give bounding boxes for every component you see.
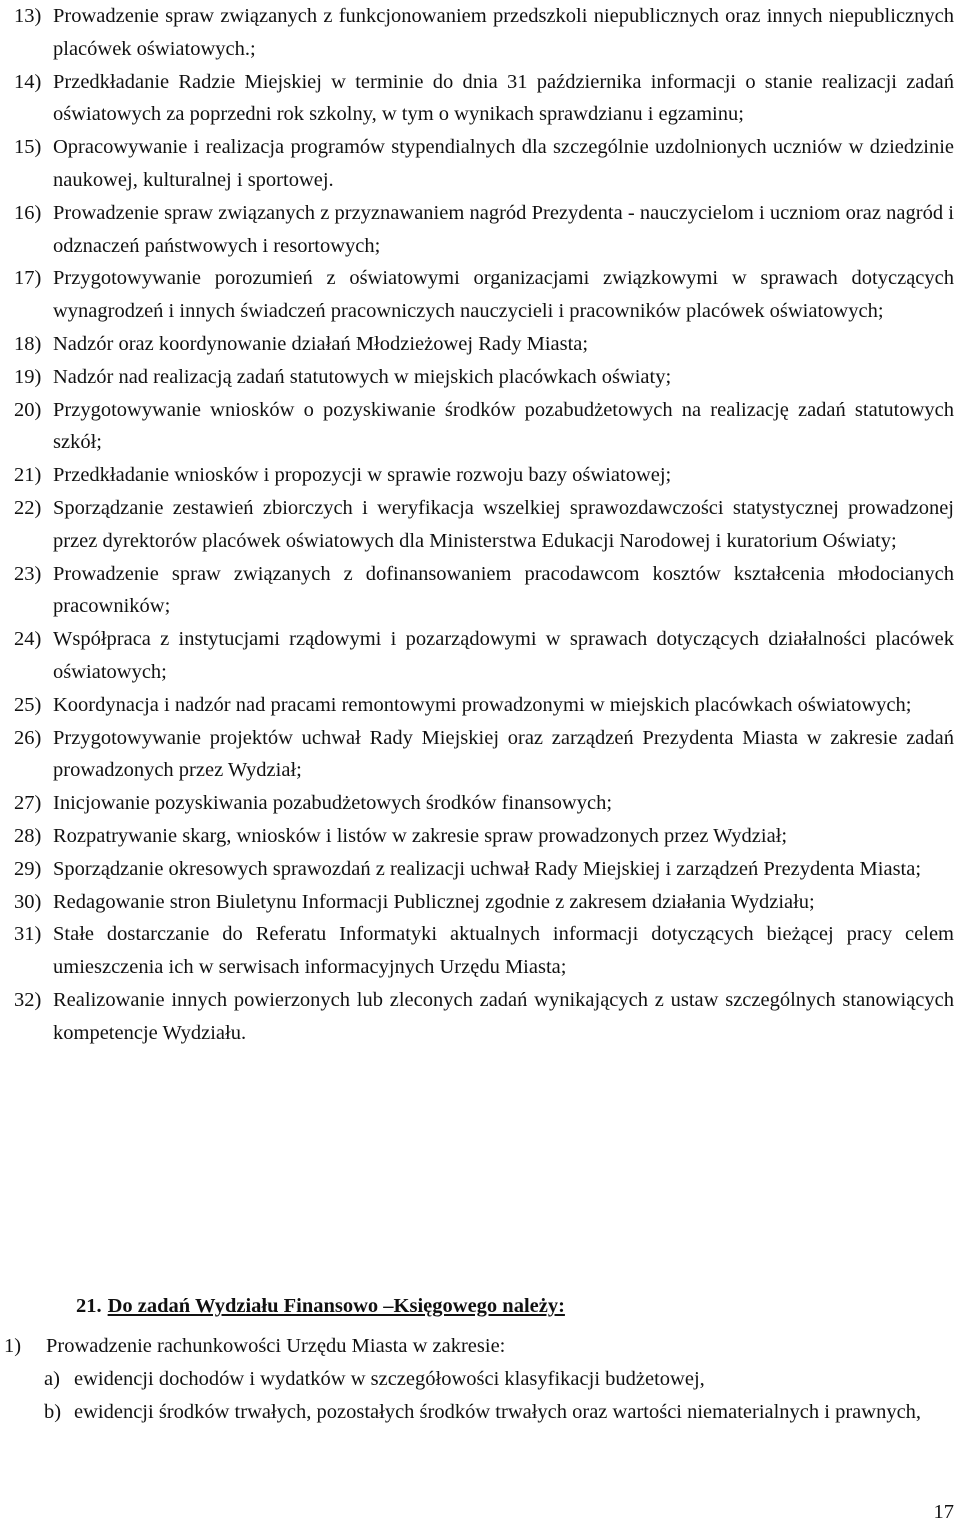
list-item <box>14 262 954 328</box>
item-text: Nadzór nad realizacją zadań statutowych w miejskich placówkach oświaty; <box>53 365 672 388</box>
section-title: Do zadań Wydziału Finansowo –Księgowego należy: <box>107 1295 565 1317</box>
item-text: Przygotowywanie wniosków o pozyskiwanie środków pozabudżetowych na realizację zadań statutowych szkół; <box>53 398 954 454</box>
item-number: 30) <box>14 890 42 913</box>
item-number: 20) <box>14 398 42 421</box>
item-text: Sporządzanie okresowych sprawozdań z realizacji uchwał Rady Miejskiej i zarządzeń Prezydenta Miasta; <box>53 857 922 880</box>
item-number: 27) <box>14 792 42 815</box>
item-number: 29) <box>14 857 42 880</box>
item-number: 24) <box>14 628 42 651</box>
item-text: Rozpatrywanie skarg, wniosków i listów w zakresie spraw prowadzonych przez Wydział; <box>53 824 788 847</box>
item-number: 15) <box>14 136 42 159</box>
item-number: 19) <box>14 365 42 388</box>
list-item <box>14 0 954 66</box>
item-number: 22) <box>14 496 42 519</box>
subitem <box>44 1396 956 1429</box>
list-item <box>14 328 954 361</box>
subitem-letter: a) <box>44 1368 60 1390</box>
list-item <box>14 886 954 919</box>
item-text: Prowadzenie spraw związanych z przyznawaniem nagród Prezydenta - nauczycielom i uczniom oraz nagród i odznaczeń państwowych i resortowych; <box>53 201 954 257</box>
list-item <box>14 131 954 197</box>
item-number: 26) <box>14 726 42 749</box>
subitem-text: ewidencji środków trwałych, pozostałych środków trwałych oraz wartości niematerialnych i prawnych, <box>74 1400 922 1423</box>
list-item <box>14 689 954 722</box>
item-number: 31) <box>14 923 42 946</box>
list-item <box>14 722 954 788</box>
list-item <box>14 558 954 624</box>
list-item <box>14 492 954 558</box>
list-item <box>14 394 954 460</box>
point-text: Prowadzenie rachunkowości Urzędu Miasta w zakresie: <box>46 1335 506 1357</box>
item-number: 32) <box>14 988 42 1011</box>
item-text: Opracowywanie i realizacja programów stypendialnych dla szczególnie uzdolnionych uczniów w dziedzinie naukowej, kulturalnej i sportowej. <box>53 136 954 191</box>
item-number: 14) <box>14 70 42 93</box>
list-item <box>14 459 954 492</box>
item-text: Koordynacja i nadzór nad pracami remontowymi prowadzonymi w miejskich placówkach oświatowych; <box>53 693 912 716</box>
item-number: 16) <box>14 201 42 224</box>
task-list <box>14 0 954 1050</box>
list-item <box>14 918 954 984</box>
subitem-text: ewidencji dochodów i wydatków w szczegółowości klasyfikacji budżetowej, <box>74 1368 705 1390</box>
item-text: Przygotowywanie projektów uchwał Rady Miejskiej oraz zarządzeń Prezydenta Miasta w zakresie zadań prowadzonych przez Wydział; <box>53 726 954 782</box>
item-text: Redagowanie stron Biuletynu Informacji Publicznej zgodnie z zakresem działania Wydziału; <box>53 890 815 913</box>
item-text: Realizowanie innych powierzonych lub zleconych zadań wynikających z ustaw szczególnych stanowiących kompetencje Wydziału. <box>53 988 954 1044</box>
item-text: Nadzór oraz koordynowanie działań Młodzieżowej Rady Miasta; <box>53 332 589 355</box>
list-item <box>14 361 954 394</box>
item-number: 21) <box>14 464 42 487</box>
section-point <box>4 1330 954 1363</box>
list-item <box>14 787 954 820</box>
item-text: Przygotowywanie porozumień z oświatowymi organizacjami związkowymi w sprawach dotyczących wynagrodzeń i innych świadczeń pracowniczych nauczycieli i pracowników placówek oświatowych; <box>53 267 954 323</box>
section-number: 21. <box>76 1295 102 1317</box>
item-text: Współpraca z instytucjami rządowymi i pozarządowymi w sprawach dotyczących działalności placówek oświatowych; <box>53 628 954 683</box>
item-number: 23) <box>14 562 42 585</box>
list-item <box>14 197 954 263</box>
item-text: Przedkładanie Radzie Miejskiej w terminie do dnia 31 października informacji o stanie realizacji zadań oświatowych za poprzedni rok szkolny, w tym o wynikach sprawdzianu i egzaminu; <box>53 70 954 126</box>
list-item <box>14 853 954 886</box>
item-number: 17) <box>14 267 42 290</box>
section-heading <box>76 1290 565 1323</box>
item-text: Przedkładanie wniosków i propozycji w sprawie rozwoju bazy oświatowej; <box>53 464 672 487</box>
item-text: Prowadzenie spraw związanych z funkcjonowaniem przedszkoli niepublicznych oraz innych niepublicznych placówek oświatowych.; <box>53 5 954 60</box>
item-text: Sporządzanie zestawień zbiorczych i weryfikacja wszelkiej sprawozdawczości statystycznej prowadzonej przez dyrektorów placówek oświatowych dla Ministerstwa Edukacji Narodowej i kuratorium Oświaty; <box>53 496 954 552</box>
item-number: 13) <box>14 5 42 27</box>
point-number: 1) <box>4 1335 22 1357</box>
section-body <box>4 1330 954 1363</box>
item-text: Prowadzenie spraw związanych z dofinansowaniem pracodawcom kosztów kształcenia młodocianych pracowników; <box>53 562 954 618</box>
list-item <box>14 820 954 853</box>
page-number: 17 <box>933 1501 954 1523</box>
item-number: 25) <box>14 693 42 716</box>
item-text: Stałe dostarczanie do Referatu Informatyki aktualnych informacji dotyczących bieżącej pracy celem umieszczenia ich w serwisach informacyjnych Urzędu Miasta; <box>53 923 954 979</box>
list-item <box>14 66 954 132</box>
subitem-letter: b) <box>44 1400 62 1423</box>
subitem-list <box>44 1363 956 1429</box>
item-text: Inicjowanie pozyskiwania pozabudżetowych środków finansowych; <box>53 792 613 815</box>
list-item <box>14 984 954 1050</box>
item-number: 18) <box>14 332 42 355</box>
item-number: 28) <box>14 824 42 847</box>
list-item <box>14 623 954 689</box>
subitem <box>44 1363 956 1396</box>
